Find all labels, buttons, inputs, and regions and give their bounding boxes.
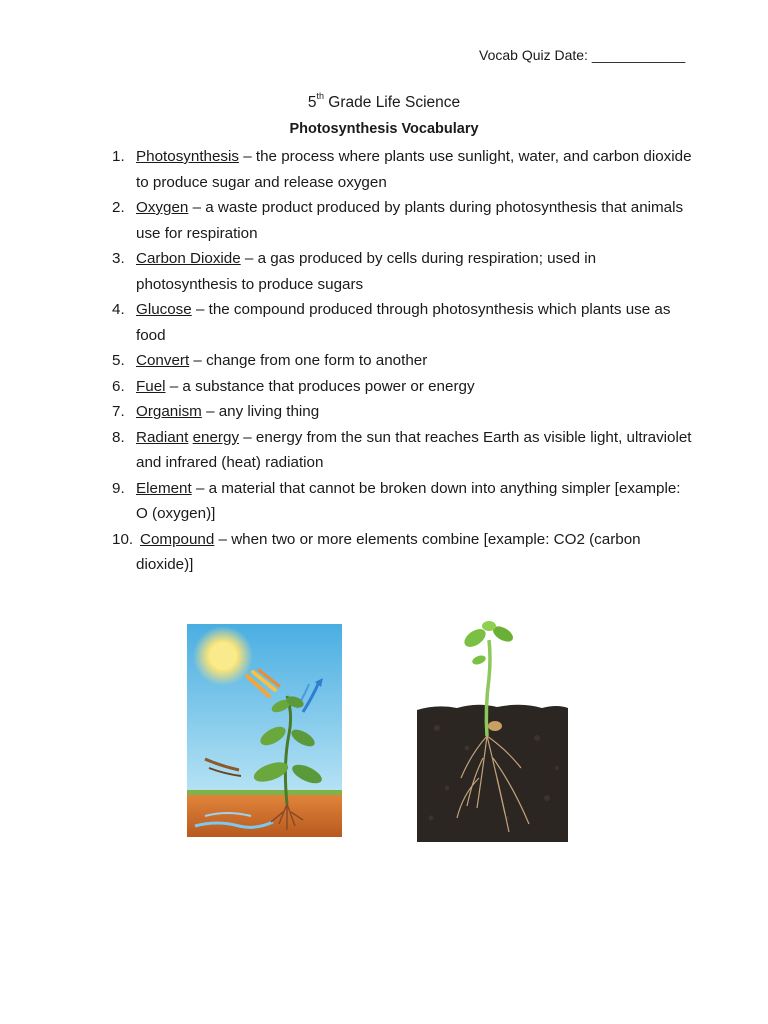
vocab-term: Oxygen xyxy=(136,199,189,216)
item-number: 6. xyxy=(112,377,125,395)
vocab-list xyxy=(112,144,692,578)
vocab-term: Radiant xyxy=(136,428,189,446)
photosynthesis-illustration-svg xyxy=(187,624,342,837)
vocab-definition: – a gas produced by cells during respiration; used in photosynthesis to produce sugars xyxy=(136,250,597,293)
list-item xyxy=(112,246,692,297)
list-item xyxy=(112,476,692,527)
list-item xyxy=(112,527,692,578)
item-number: 4. xyxy=(112,301,125,318)
vocab-term: Organism xyxy=(136,403,202,420)
list-item xyxy=(112,399,692,425)
vocab-definition: – the compound produced through photosynthesis which plants use as food xyxy=(136,301,671,344)
page-title: Photosynthesis Vocabulary xyxy=(289,121,479,137)
list-item xyxy=(112,425,692,476)
vocab-term: Carbon Dioxide xyxy=(136,250,241,267)
list-item xyxy=(112,195,692,246)
sprout-in-soil-svg xyxy=(417,618,568,842)
vocab-term: Photosynthesis xyxy=(136,148,239,165)
grade-ordinal: th xyxy=(316,91,324,101)
item-number: 1. xyxy=(112,148,125,165)
grade-title xyxy=(0,91,768,112)
grade-subject: Grade Life Science xyxy=(324,94,461,111)
vocab-term: Convert xyxy=(136,352,190,369)
vocab-definition: – a material that cannot be broken down into anything simpler [example: O (oxygen)] xyxy=(136,479,681,522)
sprout-in-soil-photo xyxy=(417,618,568,842)
vocab-definition: – any living thing xyxy=(201,403,320,420)
vocab-term-second: energy xyxy=(192,428,240,446)
vocab-term: Glucose xyxy=(136,301,192,318)
vocab-term: Fuel xyxy=(136,377,166,395)
list-item xyxy=(112,297,692,348)
item-number: 3. xyxy=(112,250,125,267)
item-number: 10. xyxy=(112,530,134,548)
list-item xyxy=(112,374,692,400)
item-number: 9. xyxy=(112,479,125,497)
vocab-definition: – change from one form to another xyxy=(189,352,428,369)
grade-number: 5 xyxy=(307,94,317,111)
vocab-definition: – a waste product produced by plants during photosynthesis that animals use for respiration xyxy=(136,199,684,242)
item-number: 5. xyxy=(112,352,125,369)
item-number: 7. xyxy=(112,403,125,420)
item-number: 2. xyxy=(112,199,125,216)
quiz-date-line: Vocab Quiz Date: ____________ xyxy=(479,47,686,63)
vocab-definition: – energy from the sun that reaches Earth as visible light, ultraviolet and infrared (heat) radiation xyxy=(136,428,692,471)
vocab-definition: – the process where plants use sunlight, water, and carbon dioxide to produce sugar and release oxygen xyxy=(136,148,692,191)
vocab-definition: – when two or more elements combine [example: CO2 (carbon dioxide)] xyxy=(136,530,641,573)
list-item xyxy=(112,144,692,195)
list-item xyxy=(112,348,692,374)
item-number: 8. xyxy=(112,428,125,446)
photosynthesis-illustration xyxy=(187,624,342,837)
vocab-term: Element xyxy=(136,479,192,497)
vocab-definition: – a substance that produces power or energy xyxy=(165,377,475,395)
vocab-term: Compound xyxy=(140,530,215,548)
